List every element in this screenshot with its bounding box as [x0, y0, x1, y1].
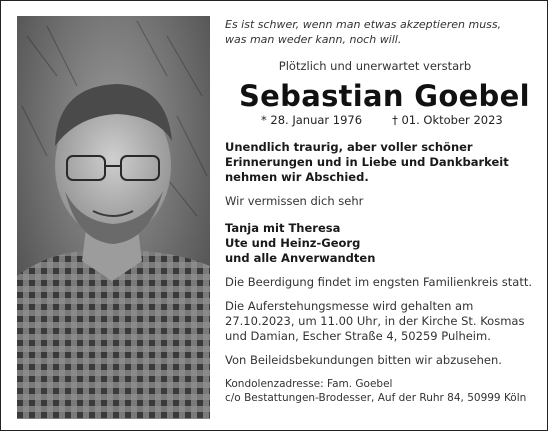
epitaph-quote: Es ist schwer, wenn man etwas akzeptieren muss, was man weder kann, noch will.: [225, 18, 502, 46]
deceased-name: Sebastian Goebel: [239, 79, 530, 113]
mass-info: Die Auferstehungsmesse wird gehalten am 27.10.2023, um 11.00 Uhr, in der Kirche St. Kosmas und Damian, Escher Straße 4, 50259 Pulheim.: [225, 299, 525, 343]
mourners-list: Tanja mit Theresa Ute und Heinz-Georg und alle Anverwandten: [225, 221, 376, 265]
tribute-text: Unendlich traurig, aber voller schöner Erinnerungen und in Liebe und Dankbarkeit nehmen wir Abschied.: [225, 140, 509, 184]
birth-date: * 28. Januar 1976: [261, 113, 363, 127]
life-dates: [261, 113, 541, 127]
funeral-info: Die Beerdigung findet im engsten Familienkreis statt.: [225, 275, 533, 289]
notice-text: [225, 17, 541, 405]
intro-line: Plötzlich und unerwartet verstarb: [278, 59, 472, 73]
death-date: † 01. Oktober 2023: [392, 113, 503, 127]
condolence-address: Kondolenzadresse: Fam. Goebel c/o Bestattungen-Brodesser, Auf der Ruhr 84, 50999 Köln: [225, 378, 527, 404]
portrait-photo: [17, 16, 210, 419]
miss-line: Wir vermissen dich sehr: [225, 194, 364, 208]
condolence-note: Von Beileidsbekundungen bitten wir abzusehen.: [225, 353, 502, 367]
